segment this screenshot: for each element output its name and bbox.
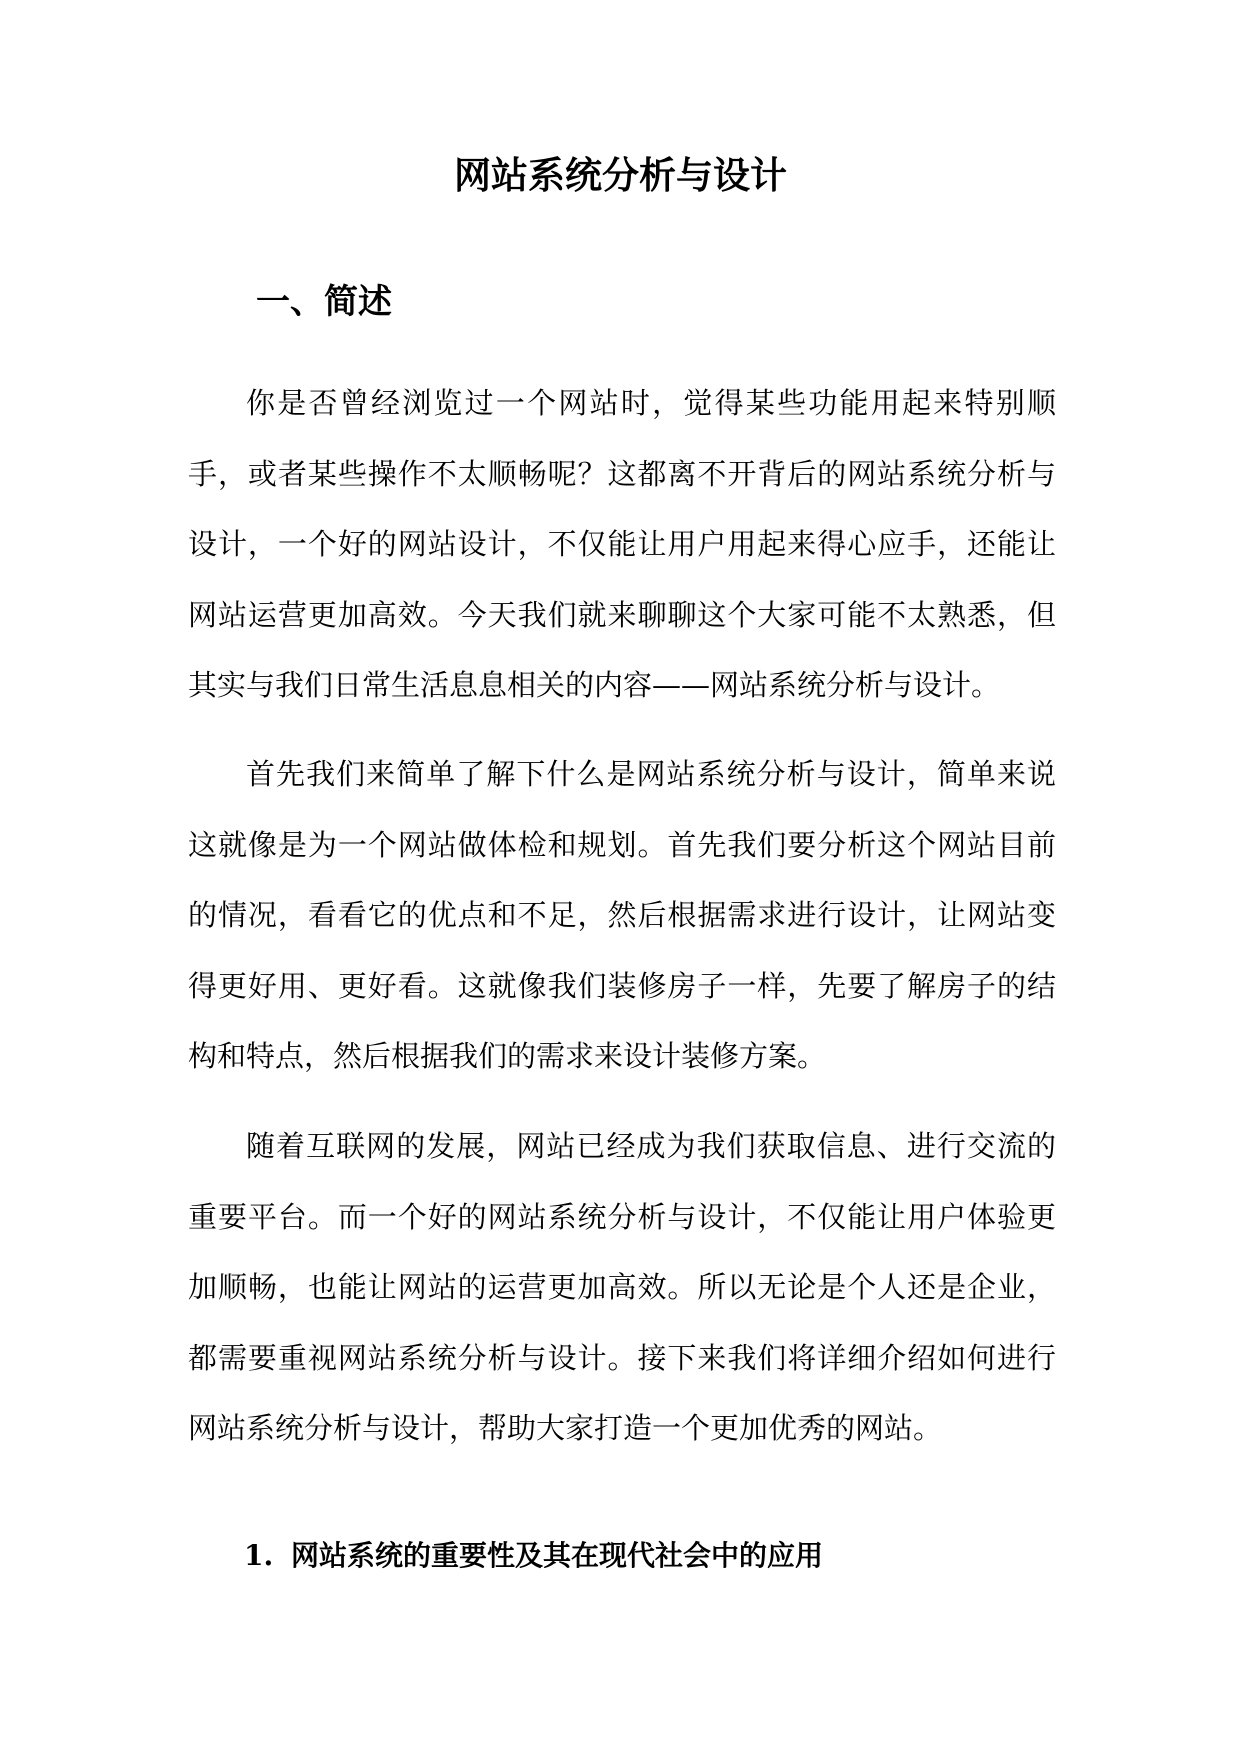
section-heading: 一、简述 <box>256 282 392 322</box>
paragraph-intro: 你是否曾经浏览过一个网站时，觉得某些功能用起来特别顺手，或者某些操作不太顺畅呢？这都离不开背后的网站系统分析与设计，一个好的网站设计，不仅能让用户用起来得心应手，还能让网站运营更加高效。今天我们就来聊聊这个大家可能不太熟悉，但其实与我们日常生活息息相关的内容——网站系统分析与设计。 <box>188 386 1056 702</box>
subsection-heading <box>244 1536 823 1576</box>
paragraph-definition: 首先我们来简单了解下什么是网站系统分析与设计，简单来说这就像是为一个网站做体检和规划。首先我们要分析这个网站目前的情况，看看它的优点和不足，然后根据需求进行设计，让网站变得更好用、更好看。这就像我们装修房子一样，先要了解房子的结构和特点，然后根据我们的需求来设计装修方案。 <box>188 757 1056 1073</box>
document-title: 网站系统分析与设计 <box>454 153 787 197</box>
subsection-number: 1. <box>244 1539 274 1572</box>
paragraph-importance: 随着互联网的发展，网站已经成为我们获取信息、进行交流的重要平台。而一个好的网站系统分析与设计，不仅能让用户体验更加顺畅，也能让网站的运营更加高效。所以无论是个人还是企业，都需要重视网站系统分析与设计。接下来我们将详细介绍如何进行网站系统分析与设计，帮助大家打造一个更加优秀的网站。 <box>188 1129 1056 1445</box>
subsection-title: 网站系统的重要性及其在现代社会中的应用 <box>291 1539 824 1572</box>
